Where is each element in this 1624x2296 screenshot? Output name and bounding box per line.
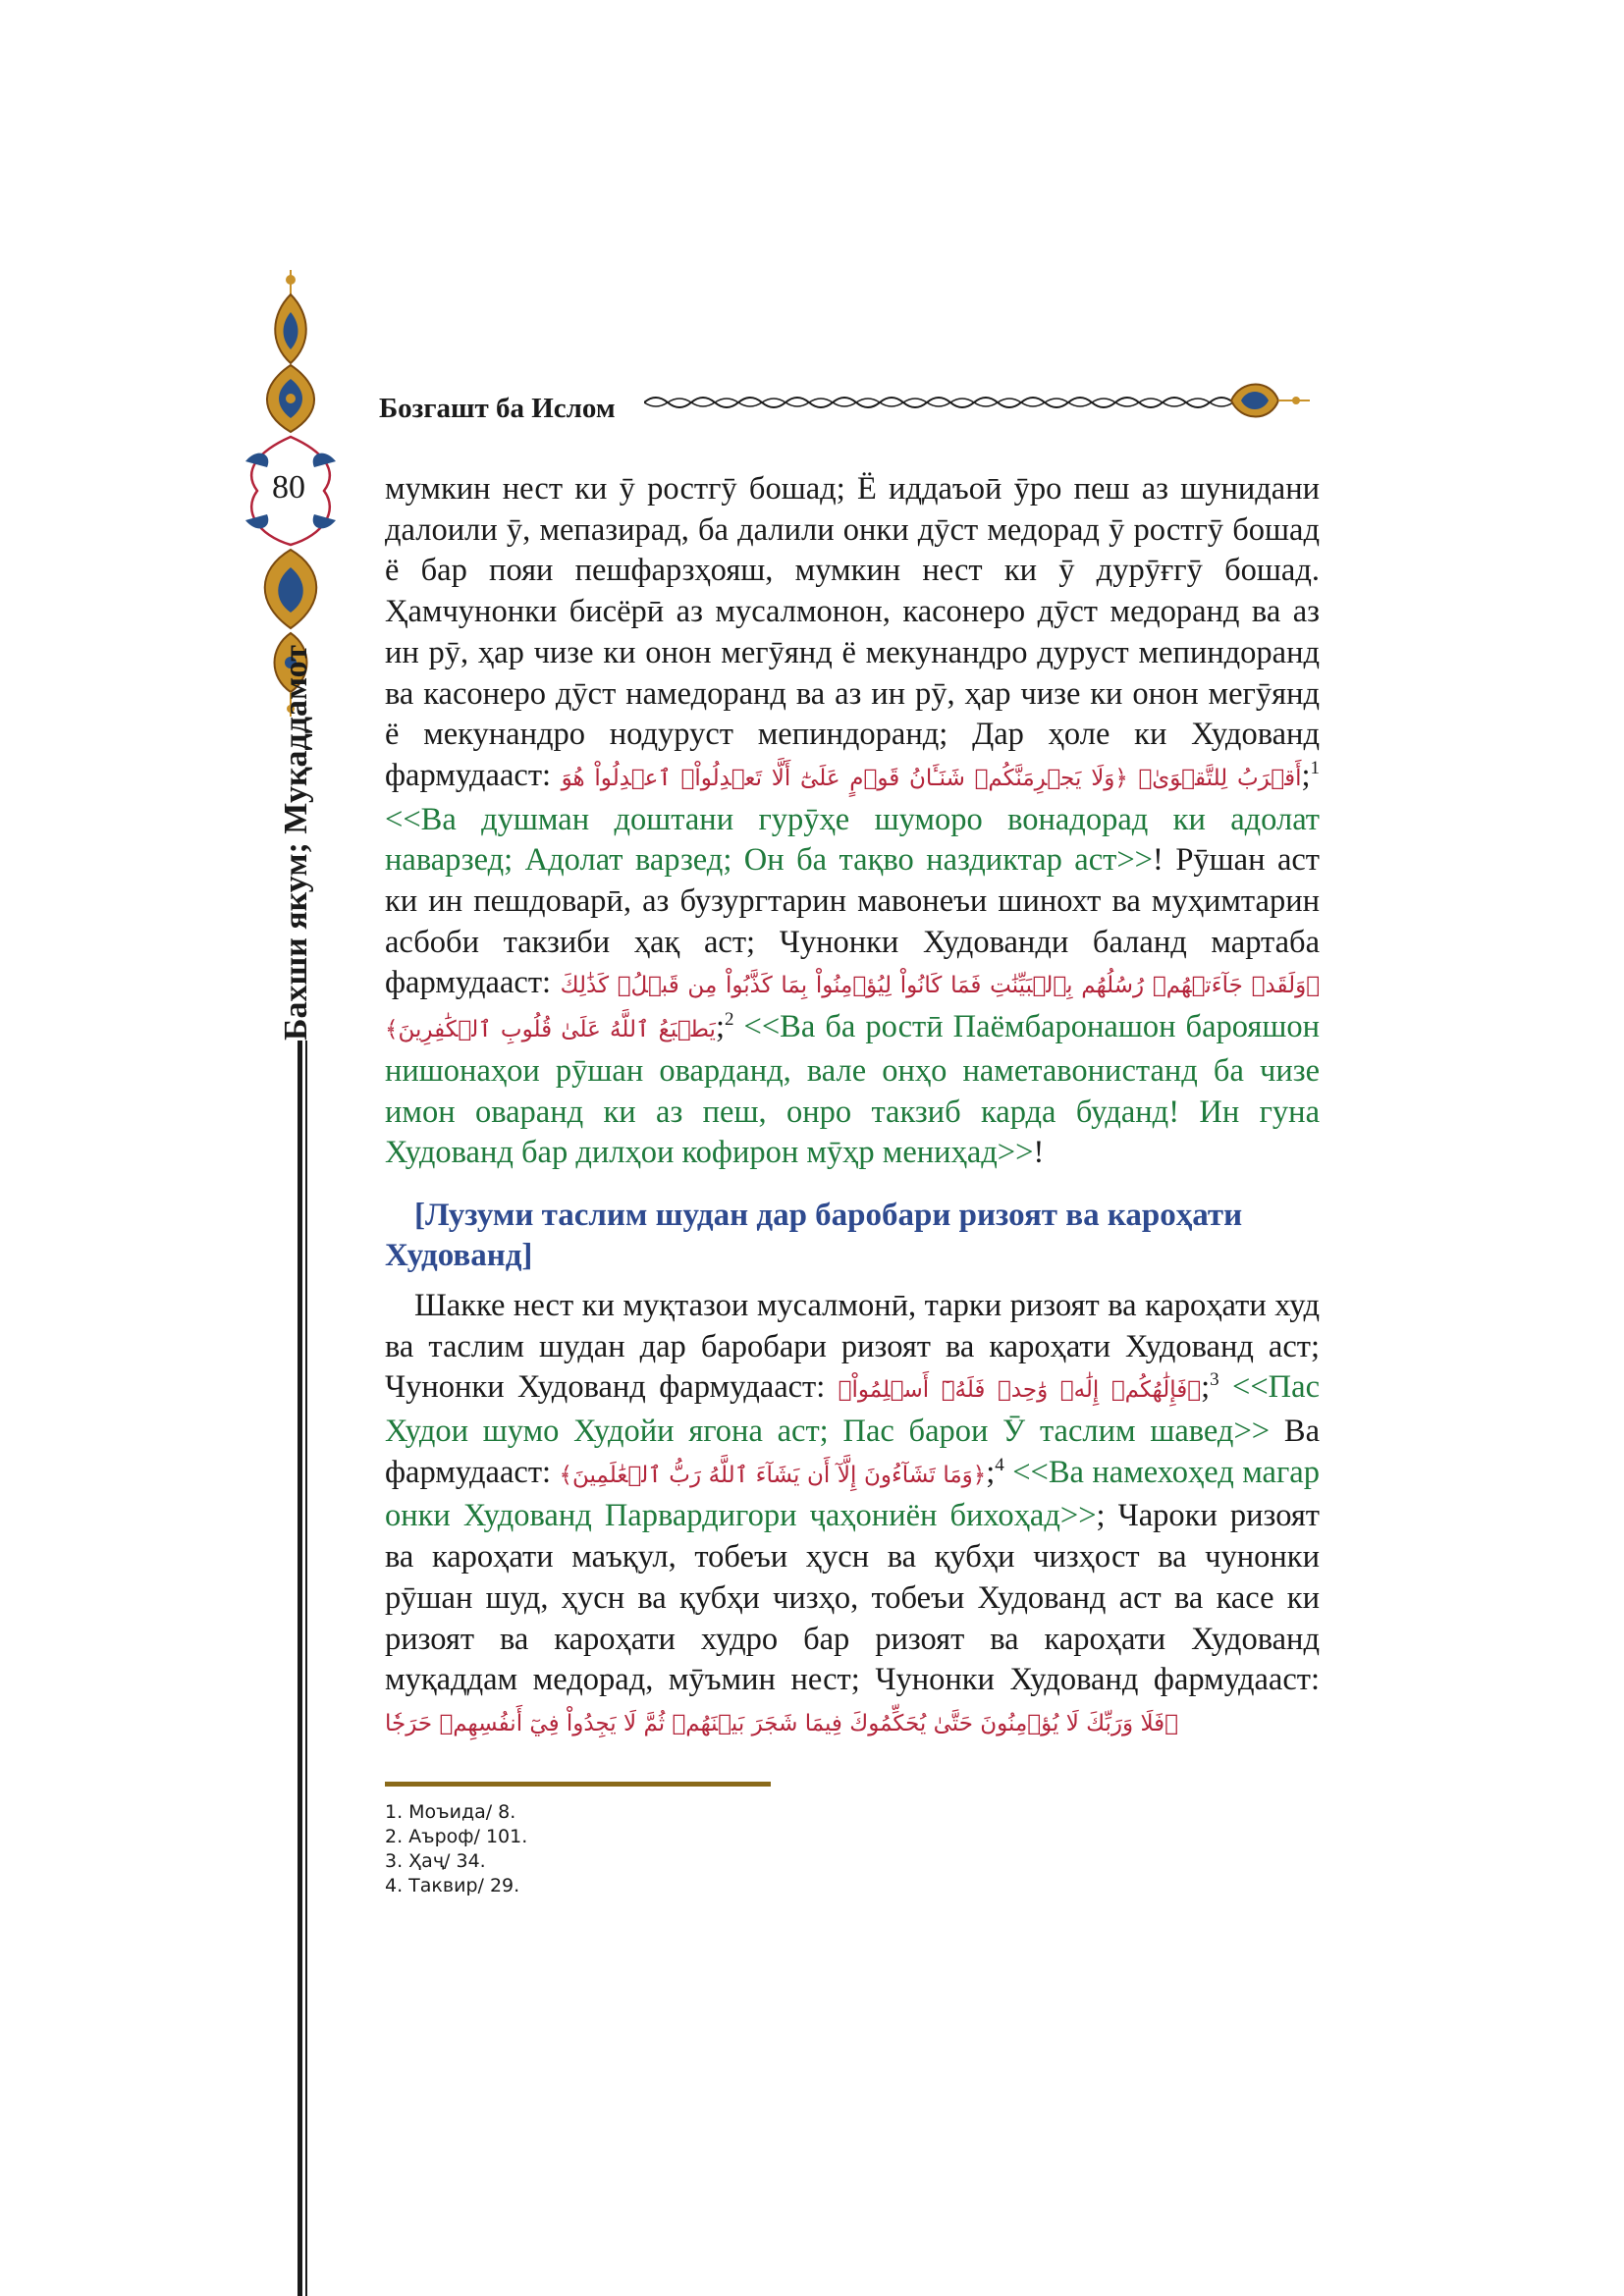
paragraph-2: Шакке нест ки муқтазои мусалмонӣ, тарки ризоят ва кароҳати худ ва таслим шудан дар баробари ризоят ва кароҳати Худованд аст; Чунонки Худованд фармудааст: ﴿فَإِلَٰهُكُمۡ إِلَٰهٞ وَٰحِدٞ فَلَهُۥٓ أَسۡلِمُواْ﴾;$^3$ <<Пас Худои шумо Худойи ягона аст; Пас барои Ӯ таслим шавед>> Ва фармудааст: ﴿وَمَا تَشَآءُونَ إِلَّآ أَن يَشَآءَ ٱللَّهُ رَبُّ ٱلۡعَٰلَمِينَ﴾;$^4$ <<Ва намехоҳед магар онки Худованд Парвардигори ҷаҳониён бихоҳад>>; Чароки ризоят ва кароҳати маъқул, тобеъи ҳусн ва қубҳи чизҳост ва чунонки рӯшан шуд, ҳусн ва қубҳи чизҳо, тобеъи Худованд аст ва касе ки ризоят ва кароҳати худро бар ризоят ва кароҳати Худованд муқаддам медорад, мӯъмин нест; Чунонки Худованд фармудааст: ﴿فَلَا وَرَبِّكَ لَا يُؤۡمِنُونَ حَتَّىٰ يُحَكِّمُوكَ فِيمَا شَجَرَ بَيۡنَهُمۡ ثُمَّ لَا يَجِدُواْ فِيٓ أَنفُسِهِمۡ حَرَجٗا xyxy=(385,1287,1320,1736)
quran-verse-4: ﴿وَمَا تَشَآءُونَ إِلَّآ أَن يَشَآءَ ٱللَّهُ رَبُّ ٱلۡعَٰلَمِينَ﴾ xyxy=(559,1462,987,1488)
quran-verse-2b: يَطۡبَعُ ٱللَّهُ عَلَىٰ قُلُوبِ ٱلۡكَٰفِرِينَ﴾ xyxy=(385,1017,716,1043)
text-run: Ва фармудааст: xyxy=(385,1414,1320,1490)
quran-verse-2a: ﴿وَلَقَدۡ جَآءَتۡهُمۡ رُسُلُهُم بِٱلۡبَيِّنَٰتِ فَمَا كَانُواْ لِيُؤۡمِنُواْ بِمَا كَذَّبُواْ مِن قَبۡلُۚ كَذَٰلِكَ xyxy=(560,973,1320,999)
footnotes xyxy=(385,1800,527,1898)
quran-verse-1b: أَقۡرَبُ لِلتَّقۡوَىٰ﴾ xyxy=(1138,765,1302,791)
footnote-1: 1. Моъида/ 8. xyxy=(385,1801,516,1823)
running-head-ornament xyxy=(644,381,1331,420)
section-heading-line-1: [Лузуми таслим шудан дар баробари ризоят ва кароҳати xyxy=(414,1197,1243,1233)
footnote-4: 4. Таквир/ 29. xyxy=(385,1875,520,1896)
text-line: медоранд ва аз ин рӯ, ҳар чизе ки онон мегӯянд ё мекунандро xyxy=(385,594,1321,670)
translation-2: <<Ва ба ростӣ Паёмбаронашон барояшон нишонаҳои рӯшан оварданд, вале онҳо наметавонистанд ба чизе имон оваранд ки аз пеш, онро такзиб карда буданд! Ин гуна Худованд бар дилҳои кофирон мӯҳр мениҳад>> xyxy=(385,1009,1321,1171)
body-text xyxy=(385,469,1320,1745)
text-line: дуруст мепиндоранд ва касонеро дӯст намедоранд ва аз ин рӯ, xyxy=(385,634,1321,712)
page-number: 80 xyxy=(272,469,305,506)
translation-1: <<Ва душман доштани гурӯҳе шуморо вонадорад ки адолат наварзед; Адолат варзед; Он ба тақво наздиктар аст>> xyxy=(385,801,1320,879)
text-run: Шакке нест ки муқтазои мусалмонӣ, тарки ризоят ва кароҳати худ ва таслим шудан дар баробари ризоят ва кароҳати Худованд аст; Чунонки Худованд фармудааст: xyxy=(385,1287,1320,1406)
ornament-column xyxy=(0,0,393,2296)
text-line: Рӯшан аст ки ин пешдоварӣ, аз бузургтарин мавонеъи шинохт ва муҳимтарин асбоби такзиби ҳақ аст; Чунонки Худованди баланд xyxy=(385,842,1320,960)
vertical-section-title-text: Бахши якум; Муқаддамот xyxy=(278,645,314,1041)
text-line: Дар ҳоле ки Худованд фармудааст: xyxy=(385,717,1320,793)
footnote-3: 3. Ҳаҷ/ 34. xyxy=(385,1850,486,1872)
text-line: далоили ӯ, мепазирад, ба далили онки дӯст медорад ӯ ростгӯ xyxy=(385,511,1224,548)
text-line: мумкин нест ки ӯ ростгӯ бошад; Ё иддаъоӣ ӯро пеш аз шунидани xyxy=(385,471,1320,507)
footnote-divider xyxy=(385,1782,771,1787)
footnote-ref-1[interactable]: 1 xyxy=(1310,758,1321,779)
quran-verse-5: ﴿فَلَا وَرَبِّكَ لَا يُؤۡمِنُونَ حَتَّىٰ يُحَكِّمُوكَ فِيمَا شَجَرَ بَيۡنَهُمۡ ثُمَّ لَا يَجِدُواْ فِيٓ أَنفُسِهِمۡ حَرَجٗا xyxy=(385,1710,1178,1736)
quran-verse-3: ﴿فَإِلَٰهُكُمۡ إِلَٰهٞ وَٰحِدٞ فَلَهُۥٓ أَسۡلِمُواْ﴾ xyxy=(838,1377,1202,1404)
footnote-ref-3[interactable]: 3 xyxy=(1210,1369,1219,1391)
top-finial-ornament xyxy=(267,270,314,432)
paragraph-1: мумкин нест ки ӯ ростгӯ бошад; Ё иддаъоӣ ӯро пеш аз шунидани далоили ӯ, мепазирад, ба далили онки дӯст медорад ӯ ростгӯ бошад ё бар пояи пешфарзҳояш, мумкин нест ки ӯ дурӯғгӯ бошад. Ҳамчунонки бисёрӣ аз мусалмонон, касонеро дӯст медоранд ва аз ин рӯ, ҳар чизе ки онон мегӯянд ё мекунандро дуруст мепиндоранд ва касонеро дӯст намедоранд ва аз ин рӯ, ҳар чизе ки онон мегӯянд ё мекунандро нодуруст мепиндоранд; Дар ҳоле ки Худованд фармудааст: ﴿وَلَا يَجۡرِمَنَّكُمۡ شَنَـَٔانُ قَوۡمٍ عَلَىٰٓ أَلَّا تَعۡدِلُواْۚ ٱعۡدِلُواْ هُوَ أَقۡرَبُ لِلتَّقۡوَىٰ﴾;$^1$ <<Ва душман доштани гурӯҳе шуморо вонадорад ки адолат наварзед; Адолат варзед; Он ба тақво наздиктар аст>>! Рӯшан аст ки ин пешдоварӣ, аз бузургтарин мавонеъи шинохт ва муҳимтарин асбоби такзиби ҳақ аст; Чунонки Худованди баланд мартаба фармудааст: ﴿وَلَقَدۡ جَآءَتۡهُمۡ رُسُلُهُم بِٱلۡبَيِّنَٰتِ فَمَا كَانُواْ لِيُؤۡمِنُواْ بِمَا كَذَّبُواْ مِن قَبۡلُۚ كَذَٰلِكَ يَطۡبَعُ ٱللَّهُ عَلَىٰ قُلُوبِ ٱلۡكَٰفِرِينَ﴾;$^2$ <<Ва ба ростӣ Паёмбаронашон барояшон нишонаҳои рӯшан оварданд, вале онҳо наметавонистанд ба чизе имон оваранд ки аз пеш, онро такзиб карда буданд! Ин гуна Худованд бар дилҳои кофирон мӯҳр мениҳад>>! xyxy=(385,471,1321,1171)
quran-verse-1a: ﴿وَلَا يَجۡرِمَنَّكُمۡ شَنَـَٔانُ قَوۡمٍ عَلَىٰٓ أَلَّا تَعۡدِلُواْۚ ٱعۡدِلُواْ هُوَ xyxy=(561,765,1128,791)
translation-3: <<Пас Худои шумо Худойи ягона аст; Пас барои Ӯ таслим шавед>> xyxy=(385,1369,1320,1450)
footnote-2: 2. Аъроф/ 101. xyxy=(385,1826,528,1847)
section-heading-line-2: Худованд] xyxy=(385,1237,533,1273)
footnote-ref-4[interactable]: 4 xyxy=(995,1454,1004,1475)
decorative-spine xyxy=(0,0,393,2296)
footnote-ref-2[interactable]: 2 xyxy=(724,1009,734,1031)
running-head: Бозгашт ба Ислом xyxy=(379,393,616,424)
text-line: бошад. Ҳамчунонки бисёрӣ аз мусалмонон, касонеро дӯст xyxy=(385,553,1320,630)
text-line: ҳар чизе ки онон мегӯянд ё мекунандро нодуруст мепиндоранд; xyxy=(385,675,1321,753)
text-run: ; Чароки ризоят ва кароҳати маъқул, тобеъи ҳусн ва қубҳи чизҳост ва чунонки рӯшан шуд, ҳусн ва қубҳи чизҳо, тобеъи Худованд аст ва касе ки ризоят ва кароҳати худро бар ризоят ва кароҳати Худованд муқаддам медорад, мӯъмин нест; Чунонки Худованд фармудааст: xyxy=(385,1498,1320,1698)
text-line: бошад ё бар пояи пешфарзҳояш, мумкин нест ки ӯ дурӯғгӯ xyxy=(385,511,1321,589)
punctuation: ! xyxy=(1153,842,1164,879)
section-heading xyxy=(385,1196,1320,1276)
translation-4: <<Ва намехоҳед магар онки Худованд Парвардигори ҷаҳониён бихоҳад>> xyxy=(385,1454,1320,1534)
punctuation: ! xyxy=(1033,1135,1045,1171)
text-line: мартаба фармудааст: xyxy=(385,924,1320,1001)
